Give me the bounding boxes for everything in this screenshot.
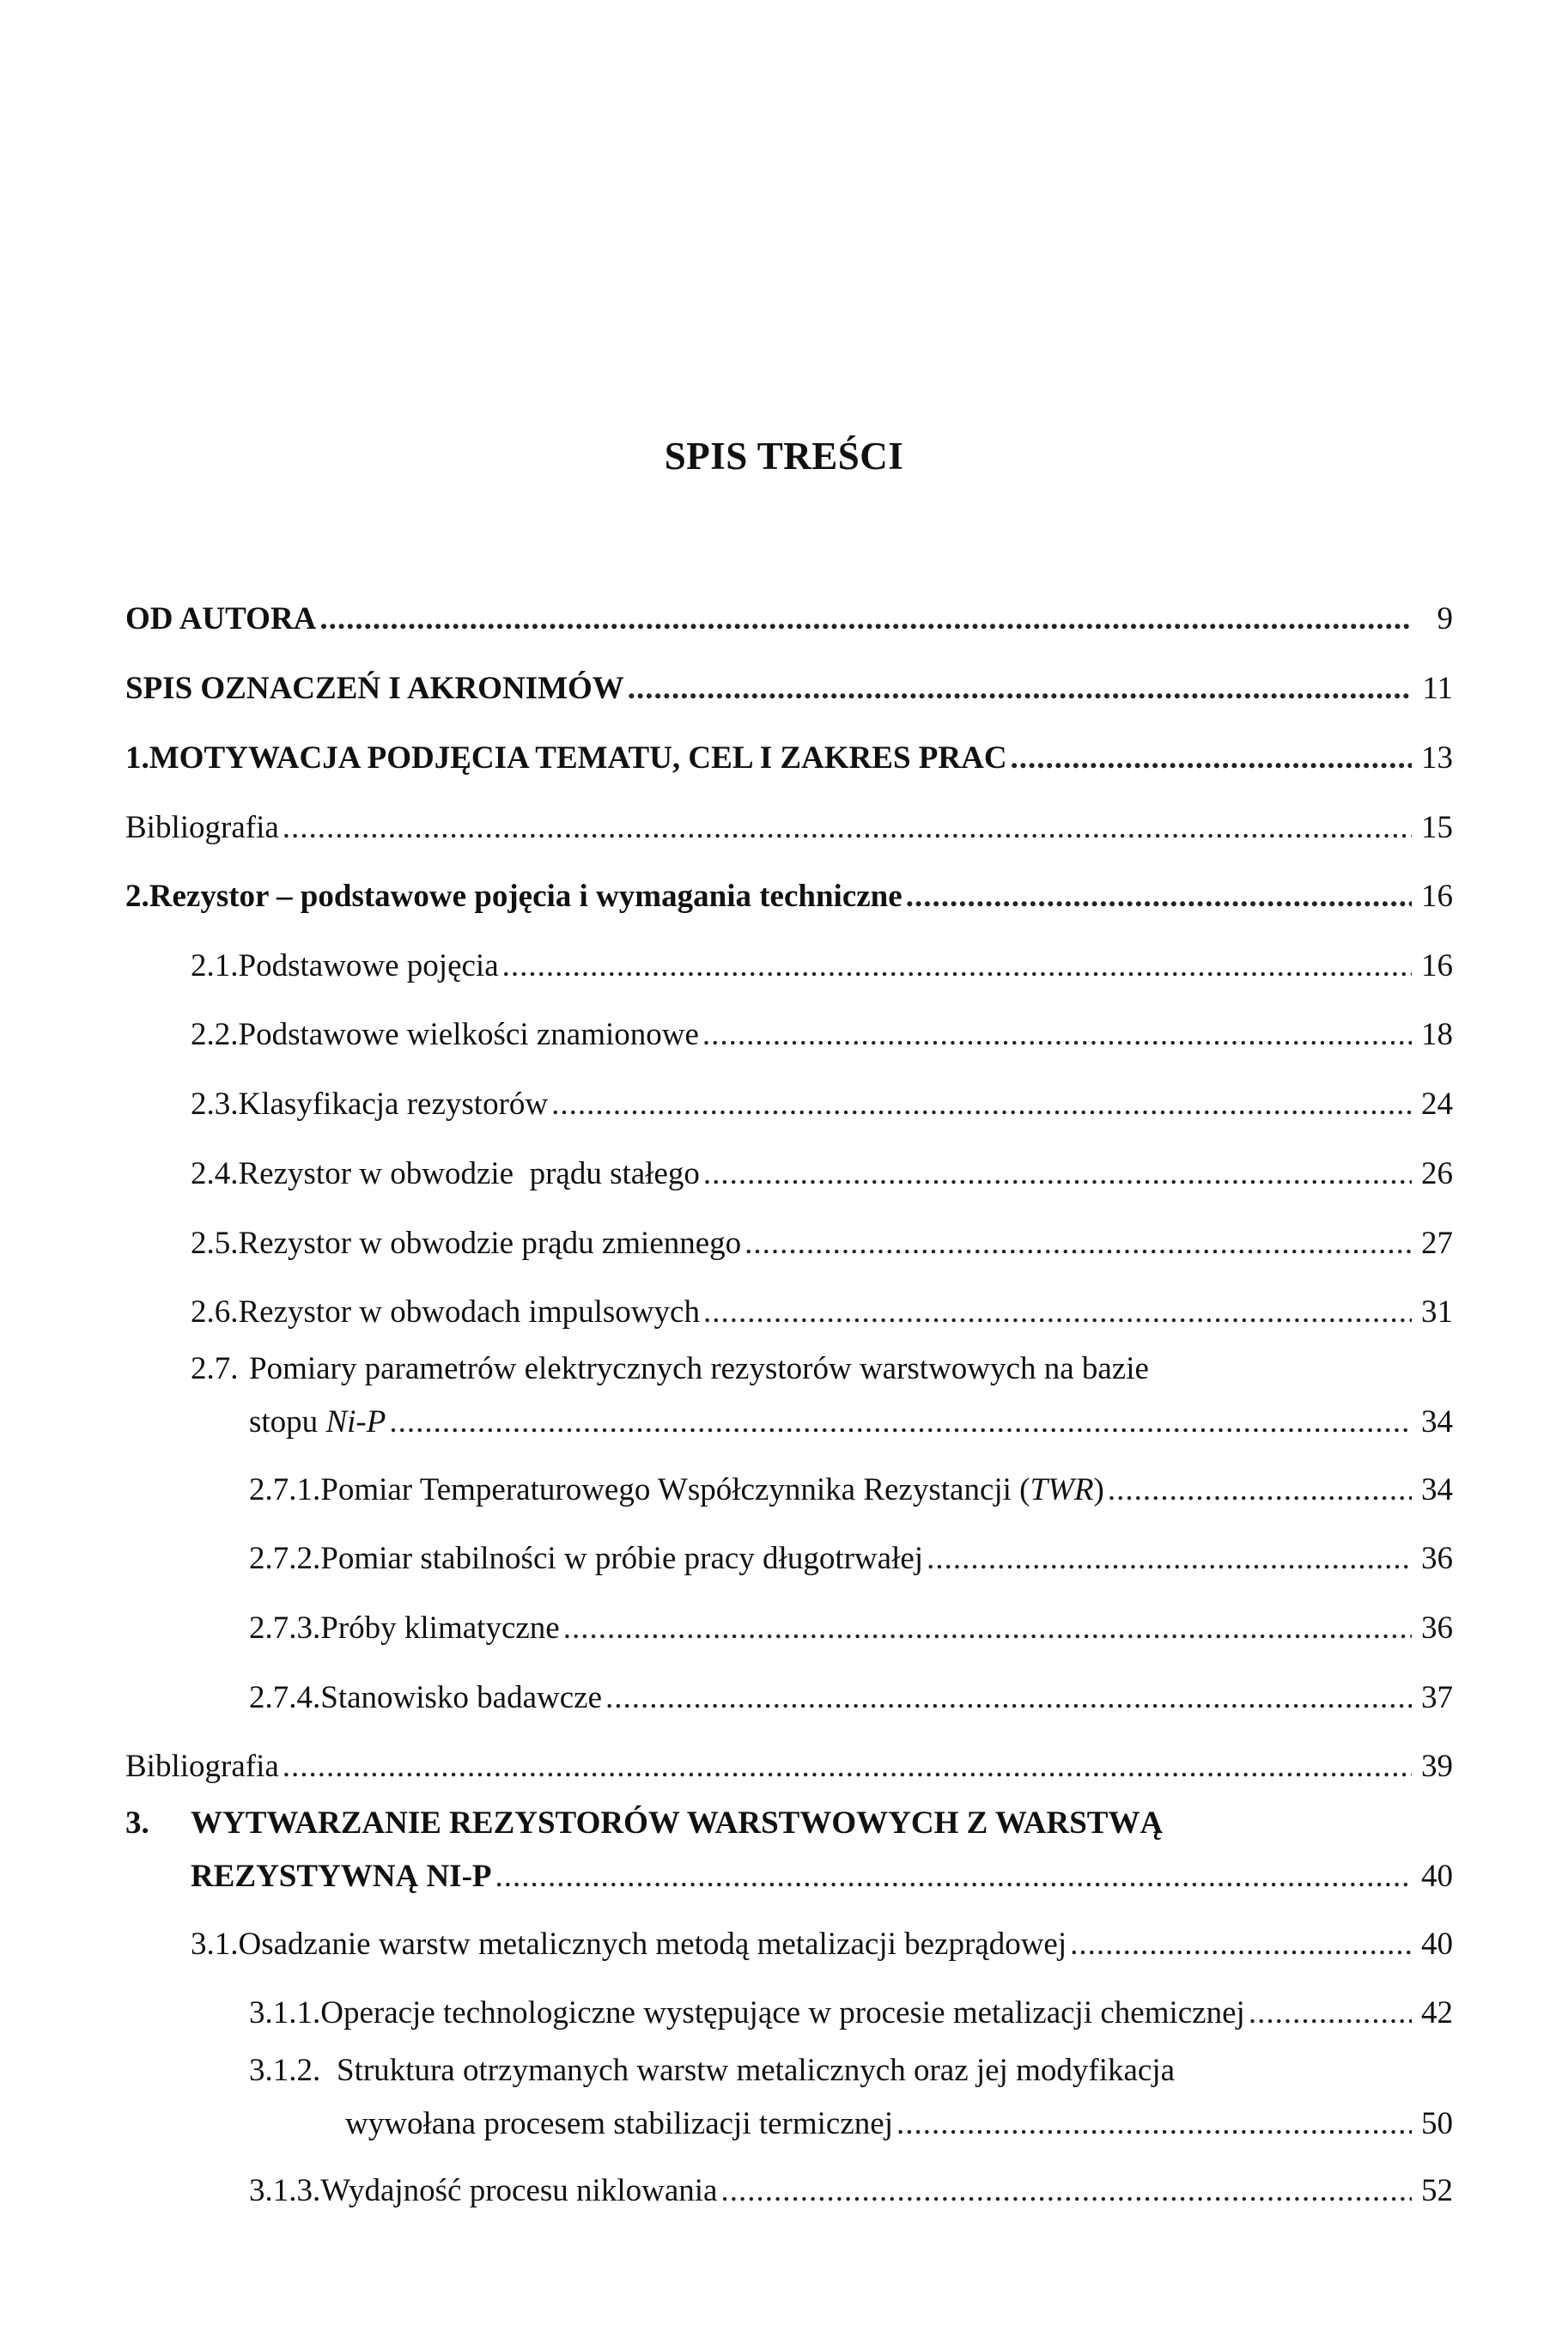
toc-entry-od-autora[interactable] bbox=[125, 599, 1453, 640]
toc-entry-2-7[interactable] bbox=[191, 1349, 1453, 1443]
toc-entry-page: 27 bbox=[1421, 1226, 1453, 1261]
toc-entry-number: 3.1.3. bbox=[249, 2173, 321, 2208]
toc-entry-number: 1. bbox=[125, 740, 149, 776]
toc-entry-chapter-3[interactable] bbox=[125, 1803, 1453, 1897]
dot-leader bbox=[703, 1154, 1412, 1195]
toc-entry-2-7-1[interactable] bbox=[249, 1470, 1453, 1511]
toc-entry-text: Pomiar stabilności w próbie pracy długotrwałej bbox=[320, 1541, 924, 1576]
toc-entry-text: OD AUTORA bbox=[125, 601, 317, 636]
dot-leader bbox=[495, 1856, 1412, 1897]
dot-leader bbox=[319, 599, 1412, 640]
toc-entry-number: 2.7. bbox=[191, 1351, 239, 1386]
dot-leader bbox=[1108, 1470, 1412, 1511]
toc-entry-text: Wydajność procesu niklowania bbox=[320, 2173, 718, 2208]
toc-entry-text-italic: Ni-P bbox=[325, 1404, 386, 1440]
toc-entry-chapter-1[interactable] bbox=[125, 738, 1453, 779]
toc-entry-page: 34 bbox=[1421, 1404, 1453, 1440]
toc-entry-3-1-3[interactable] bbox=[249, 2171, 1453, 2212]
toc-entry-text-suffix: ) bbox=[1093, 1472, 1104, 1507]
toc-entry-number: 2.6. bbox=[191, 1294, 239, 1330]
toc-entry-2-1[interactable] bbox=[191, 946, 1453, 987]
dot-leader bbox=[563, 1608, 1412, 1649]
dot-leader bbox=[927, 1538, 1412, 1580]
dot-leader bbox=[389, 1402, 1412, 1443]
toc-entry-3-1-1[interactable] bbox=[249, 1993, 1453, 2034]
toc-entry-3-1-2[interactable] bbox=[249, 2050, 1453, 2145]
toc-entry-text-line1: WYTWARZANIE REZYSTORÓW WARSTWOWYCH Z WARSTWĄ bbox=[191, 1805, 1164, 1841]
toc-entry-page: 13 bbox=[1421, 740, 1453, 776]
dot-leader bbox=[896, 2104, 1412, 2145]
dot-leader bbox=[502, 946, 1412, 987]
toc-entry-text: Pomiar Temperaturowego Współczynnika Rezystancji ( bbox=[320, 1472, 1030, 1507]
toc-entry-number: 2.5. bbox=[191, 1226, 239, 1261]
toc-entry-number: 3.1.1. bbox=[249, 1995, 321, 2031]
toc-entry-number: 2.1. bbox=[191, 948, 239, 983]
dot-leader bbox=[906, 876, 1412, 917]
toc-entry-page: 40 bbox=[1421, 1927, 1453, 1962]
toc-entry-page: 36 bbox=[1421, 1541, 1453, 1576]
toc-entry-text-italic: TWR bbox=[1030, 1472, 1094, 1507]
toc-entry-text: Rezystor – podstawowe pojęcia i wymagania techniczne bbox=[149, 879, 903, 914]
toc-entry-page: 16 bbox=[1421, 948, 1453, 983]
toc-entry-spis-oznaczen[interactable] bbox=[125, 668, 1453, 709]
toc-entry-bibliografia-1[interactable] bbox=[125, 807, 1453, 849]
toc-entry-page: 36 bbox=[1421, 1610, 1453, 1646]
toc-entry-page: 31 bbox=[1421, 1294, 1453, 1330]
toc-entry-number: 3.1.2. bbox=[249, 2053, 321, 2088]
dot-leader bbox=[1011, 738, 1412, 779]
toc-entry-text: Stanowisko badawcze bbox=[320, 1680, 603, 1715]
toc-entry-page: 24 bbox=[1421, 1087, 1453, 1122]
toc-entry-2-3[interactable] bbox=[191, 1084, 1453, 1125]
toc-entry-text: Osadzanie warstw metalicznych metodą metalizacji bezprądowej bbox=[238, 1927, 1067, 1962]
toc-entry-chapter-2[interactable] bbox=[125, 876, 1453, 917]
toc-entry-text: Rezystor w obwodzie prądu zmiennego bbox=[238, 1226, 742, 1261]
toc-entry-page: 42 bbox=[1421, 1995, 1453, 2031]
dot-leader bbox=[703, 1292, 1412, 1333]
toc-entry-text: Rezystor w obwodzie prądu stałego bbox=[238, 1156, 700, 1191]
toc-entry-number: 2.4. bbox=[191, 1156, 239, 1191]
toc-entry-2-4[interactable] bbox=[191, 1154, 1453, 1195]
toc-entry-text-line1: Pomiary parametrów elektrycznych rezystorów warstwowych na bazie bbox=[249, 1351, 1149, 1386]
toc-entry-number: 2.7.3. bbox=[249, 1610, 321, 1646]
toc-entry-3-1[interactable] bbox=[191, 1924, 1453, 1965]
toc-entry-page: 26 bbox=[1421, 1156, 1453, 1191]
toc-entry-text: Bibliografia bbox=[125, 1749, 279, 1784]
dot-leader bbox=[605, 1677, 1412, 1719]
toc-entry-text: MOTYWACJA PODJĘCIA TEMATU, CEL I ZAKRES PRAC bbox=[149, 740, 1007, 776]
toc-entry-page: 50 bbox=[1421, 2106, 1453, 2141]
toc-entry-2-7-4[interactable] bbox=[249, 1677, 1453, 1719]
toc-entry-text: Operacje technologiczne występujące w procesie metalizacji chemicznej bbox=[320, 1995, 1245, 2031]
dot-leader bbox=[628, 668, 1412, 709]
toc-entry-text: Bibliografia bbox=[125, 810, 279, 845]
toc-entry-bibliografia-2[interactable] bbox=[125, 1746, 1453, 1787]
toc-entry-page: 37 bbox=[1421, 1680, 1453, 1715]
dot-leader bbox=[283, 807, 1412, 849]
toc-entry-page: 15 bbox=[1421, 810, 1453, 845]
dot-leader bbox=[702, 1014, 1412, 1056]
toc-entry-text-line2: stopu bbox=[249, 1404, 326, 1440]
toc-entry-text: Rezystor w obwodach impulsowych bbox=[238, 1294, 700, 1330]
toc-entry-page: 40 bbox=[1421, 1859, 1453, 1894]
toc-entry-text: SPIS OZNACZEŃ I AKRONIMÓW bbox=[125, 671, 624, 706]
toc-entry-page: 11 bbox=[1422, 671, 1453, 706]
toc-entry-page: 34 bbox=[1421, 1472, 1453, 1507]
toc-entry-number: 2.7.2. bbox=[249, 1541, 321, 1576]
toc-entry-number: 2. bbox=[125, 879, 149, 914]
toc-entry-number: 3.1. bbox=[191, 1927, 239, 1962]
dot-leader bbox=[1249, 1993, 1412, 2034]
toc-entry-page: 9 bbox=[1437, 601, 1453, 636]
toc-entry-number: 2.7.1. bbox=[249, 1472, 321, 1507]
toc-entry-2-7-3[interactable] bbox=[249, 1608, 1453, 1649]
dot-leader bbox=[744, 1223, 1412, 1264]
page-title: SPIS TREŚCI bbox=[664, 435, 904, 478]
toc-entry-page: 52 bbox=[1421, 2173, 1453, 2208]
toc-entry-number: 2.2. bbox=[191, 1017, 239, 1052]
toc-entry-page: 39 bbox=[1421, 1749, 1453, 1784]
toc-entry-2-2[interactable] bbox=[191, 1014, 1453, 1056]
dot-leader bbox=[720, 2171, 1412, 2212]
dot-leader bbox=[551, 1084, 1412, 1125]
dot-leader bbox=[283, 1746, 1412, 1787]
toc-entry-text-line1: Struktura otrzymanych warstw metalicznych oraz jej modyfikacja bbox=[337, 2053, 1176, 2088]
toc-entry-text-line2: REZYSTYWNĄ NI-P bbox=[191, 1859, 492, 1894]
dot-leader bbox=[1070, 1924, 1412, 1965]
toc-entry-page: 18 bbox=[1421, 1017, 1453, 1052]
toc-entry-2-6[interactable] bbox=[191, 1292, 1453, 1333]
toc-entry-2-5[interactable] bbox=[191, 1223, 1453, 1264]
toc-entry-text: Próby klimatyczne bbox=[320, 1610, 560, 1646]
toc-entry-text: Klasyfikacja rezystorów bbox=[238, 1087, 549, 1122]
toc-entry-number: 3. bbox=[125, 1805, 149, 1841]
toc-entry-text-line2: wywołana procesem stabilizacji termicznej bbox=[345, 2106, 893, 2141]
toc-entry-text: Podstawowe pojęcia bbox=[238, 948, 499, 983]
toc-entry-page: 16 bbox=[1421, 879, 1453, 914]
toc-entry-text: Podstawowe wielkości znamionowe bbox=[238, 1017, 699, 1052]
toc-entry-number: 2.3. bbox=[191, 1087, 239, 1122]
toc-entry-number: 2.7.4. bbox=[249, 1680, 321, 1715]
toc-entry-2-7-2[interactable] bbox=[249, 1538, 1453, 1580]
